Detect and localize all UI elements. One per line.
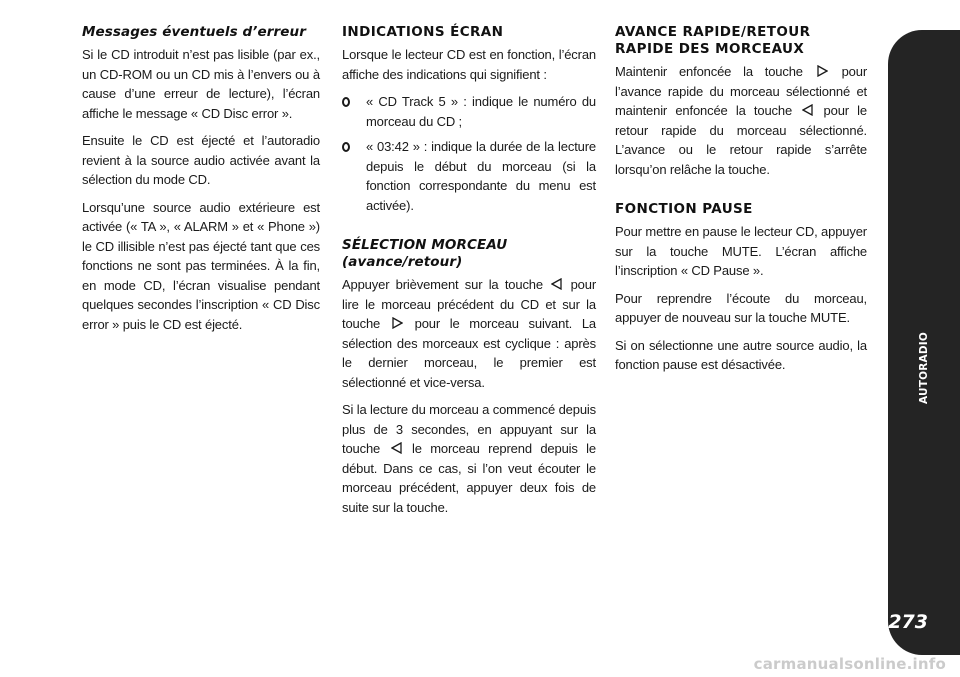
- indications-list: [342, 92, 596, 215]
- text: pour lire le morceau précédent du CD et sur la touche: [342, 277, 596, 331]
- text: pour l’avance rapide du morceau sélectionné et maintenir enfoncée la touche: [615, 64, 867, 118]
- list-item: [342, 92, 596, 131]
- paragraph: Ensuite le CD est éjecté et l’autoradio revient à la source audio activée avant la sélection du mode CD.: [82, 133, 320, 187]
- list-item: [342, 137, 596, 215]
- paragraph: [342, 400, 596, 517]
- heading-error-messages: Messages éventuels d’erreur: [82, 24, 307, 40]
- heading-fast-forward: AVANCE RAPIDE/RETOUR RAPIDE DES MORCEAUX: [615, 24, 811, 57]
- text: pour le morceau suivant. La sélection des morceaux est cyclique : après le dernier morceau, le premier est sélectionné et vice-versa.: [342, 316, 597, 390]
- heading-pause-function: FONCTION PAUSE: [615, 201, 753, 217]
- paragraph: Pour mettre en pause le lecteur CD, appuyer sur la touche MUTE. L’écran affiche l’inscription « CD Pause ».: [615, 224, 867, 278]
- circle-bullet-icon: [342, 97, 350, 107]
- column-display-indications: [342, 24, 596, 525]
- paragraph: Pour reprendre l’écoute du morceau, appuyer de nouveau sur la touche MUTE.: [615, 290, 867, 325]
- paragraph: [615, 62, 867, 179]
- column-fast-forward-pause: [615, 24, 867, 383]
- paragraph: Lorsqu’une source audio extérieure est activée (« TA », « ALARM » et « Phone ») le CD illisible n’est pas éjecté tant que ces fonctions ne sont pas terminées. À la fin, en mode CD, l’écran visualise pendant quelques secondes l’inscription « CD Disc error » puis le CD est éjecté.: [82, 199, 320, 332]
- section-side-tab: [888, 30, 960, 655]
- page-number: 273: [888, 611, 928, 633]
- heading-track-selection: SÉLECTION MORCEAU (avance/retour): [342, 237, 508, 270]
- triangle-right-icon: [817, 65, 828, 77]
- text: Appuyer brièvement sur la touche: [342, 277, 543, 292]
- text: le morceau reprend depuis le début. Dans ce cas, si l’on veut écouter le morceau précédent, appuyer deux fois de suite sur la touche.: [342, 441, 596, 515]
- triangle-left-icon: [391, 442, 402, 454]
- list-item-text: « CD Track 5 » : indique le numéro du morceau du CD ;: [366, 94, 596, 129]
- paragraph: [342, 275, 596, 392]
- paragraph: Si on sélectionne une autre source audio, la fonction pause est désactivée.: [615, 337, 867, 372]
- column-error-messages: [82, 24, 320, 342]
- triangle-left-icon: [802, 104, 813, 116]
- watermark: carmanualsonline.info: [753, 655, 946, 673]
- triangle-left-icon: [551, 278, 562, 290]
- text: Si la lecture du morceau a commencé depuis plus de 3 secondes, en appuyant sur la touche: [342, 402, 596, 456]
- text: pour le retour rapide du morceau sélectionné. L’avance ou le retour rapide s’arrête lorsqu’on relâche la touche.: [615, 103, 867, 177]
- paragraph: Si le CD introduit n’est pas lisible (par ex., un CD-ROM ou un CD mis à l’envers ou à cause d’une erreur de lecture), l’écran affiche le message « CD Disc error ».: [82, 47, 320, 121]
- list-item-text: « 03:42 » : indique la durée de la lecture depuis le début du morceau (si la fonction correspondante du menu est activée).: [366, 139, 596, 213]
- heading-display-indications: INDICATIONS ÉCRAN: [342, 24, 504, 40]
- circle-bullet-icon: [342, 142, 350, 152]
- triangle-right-icon: [392, 317, 403, 329]
- text: Maintenir enfoncée la touche: [615, 64, 803, 79]
- paragraph: Lorsque le lecteur CD est en fonction, l’écran affiche des indications qui signifient :: [342, 47, 596, 82]
- section-label: AUTORADIO: [918, 332, 930, 404]
